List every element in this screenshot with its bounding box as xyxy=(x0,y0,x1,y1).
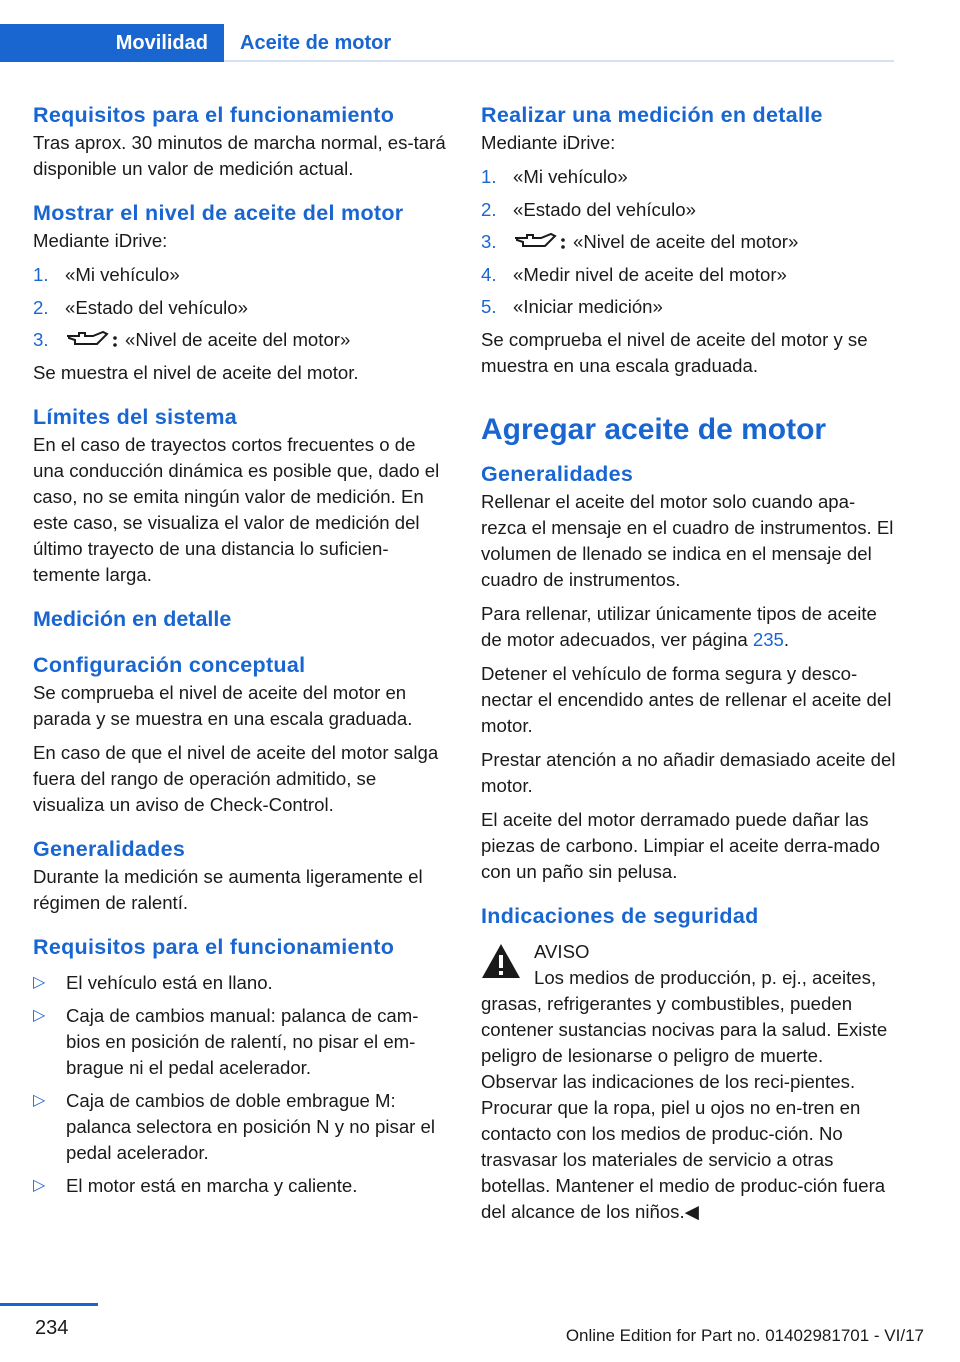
edition-text: Online Edition for Part no. 01402981701 - VI/17 xyxy=(565,1326,924,1345)
heading-generalidades-right: Generalidades xyxy=(481,461,634,486)
warning-text-first: Los medios de producción, p. ej., aceites, xyxy=(534,966,877,988)
heading-seguridad: Indicaciones de seguridad xyxy=(481,903,759,928)
heading-mostrar-nivel: Mostrar el nivel de aceite del motor xyxy=(33,201,404,225)
step-text: «Iniciar medición» xyxy=(513,296,663,317)
warning-title: AVISO xyxy=(534,940,590,962)
bullet-text: Caja de cambios manual: palanca de cam‐bios en posición de ralentí, no pisar el em‐brague ni el pedal acelerador. xyxy=(66,1004,419,1078)
right-column xyxy=(481,100,896,1225)
list-item xyxy=(481,262,896,288)
heading-limites: Límites del sistema xyxy=(33,404,238,429)
oil-can-icon xyxy=(513,230,569,252)
paragraph-limites: En el caso de trayectos cortos frecuentes o de una conducción dinámica es posible que, dado el caso, no se emita ningún valor de medición. En este caso, se visualiza el valor de medición del último trayecto de una distancia lo suficien‐temente larga. xyxy=(33,433,440,585)
list-item xyxy=(33,1088,448,1166)
paragraph-mediante-idrive: Mediante iDrive: xyxy=(33,230,168,251)
warning-block xyxy=(481,939,896,1225)
para-rellenar-end: . xyxy=(783,628,790,650)
heading-medicion-detalle: Medición en detalle xyxy=(33,606,232,631)
page-header xyxy=(0,0,896,62)
triangle-bullet-icon: ▷ xyxy=(33,973,46,991)
list-item xyxy=(481,197,896,223)
steps-list-left xyxy=(33,262,448,353)
oil-can-icon xyxy=(65,328,121,350)
triangle-bullet-icon: ▷ xyxy=(33,1091,46,1109)
heading-generalidades-left: Generalidades xyxy=(33,836,186,861)
tab-movilidad[interactable]: Movilidad xyxy=(0,24,224,62)
warning-triangle-icon xyxy=(481,943,521,979)
requirements-list xyxy=(33,970,448,1199)
list-item xyxy=(33,262,448,288)
footer-rule xyxy=(0,1303,98,1306)
list-item xyxy=(33,1003,448,1081)
bullet-text: Caja de cambios de doble embrague M: palanca selectora en posición N y no pisar el pedal acelerador. xyxy=(66,1089,435,1163)
step-text: «Mi vehículo» xyxy=(65,264,180,285)
step-number: 3. xyxy=(33,329,49,350)
left-column xyxy=(33,100,448,1206)
warning-text: grasas, refrigerantes y combustibles, pueden contener sustancias nocivas para la salud. Existe peligro de lesionarse o peligro de muerte. Observar las indicaciones de los reci‐pientes. Procurar que la ropa, piel u ojos no en‐tren en contacto con los medios de produc‐ción. No trasvasar los materiales de servicio a otras botellas. Mantener el medio de produc‐ción fuera del alcance de los niños.◀ xyxy=(481,992,888,1222)
page-number: 234 xyxy=(35,1317,69,1339)
triangle-bullet-icon: ▷ xyxy=(33,1176,46,1194)
step-number: 3. xyxy=(481,231,497,252)
step-text: «Medir nivel de aceite del motor» xyxy=(513,263,787,285)
steps-list-right xyxy=(481,164,896,320)
list-item xyxy=(481,229,896,255)
step-number: 1. xyxy=(33,264,49,285)
list-item xyxy=(33,327,448,353)
heading-agregar-aceite: Agregar aceite de motor xyxy=(481,412,827,446)
step-text: «Nivel de aceite del motor» xyxy=(125,329,351,350)
page-reference-link[interactable]: 235 xyxy=(752,628,784,650)
paragraph-mediante-idrive-right: Mediante iDrive: xyxy=(481,132,616,153)
bullet-text: El vehículo está en llano. xyxy=(66,971,273,993)
paragraph-generalidades-left: Durante la medición se aumenta ligeramente el régimen de ralentí. xyxy=(33,865,423,913)
step-number: 2. xyxy=(33,296,49,318)
bullet-text: El motor está en marcha y caliente. xyxy=(66,1174,358,1196)
paragraph-detener: Detener el vehículo de forma segura y desco‐nectar el encendido antes de rellenar el aceite del motor. xyxy=(481,662,892,736)
step-number: 4. xyxy=(481,263,497,285)
step-text: «Estado del vehículo» xyxy=(513,198,696,220)
paragraph-se-muestra: Se muestra el nivel de aceite del motor. xyxy=(33,361,359,383)
list-item xyxy=(481,164,896,190)
tab-aceite-de-motor[interactable]: Aceite de motor xyxy=(240,31,392,54)
step-text: «Nivel de aceite del motor» xyxy=(573,231,799,252)
heading-requisitos-2: Requisitos para el funcionamiento xyxy=(33,934,395,959)
heading-realizar-medicion: Realizar una medición en detalle xyxy=(481,103,823,127)
step-number: 1. xyxy=(481,166,497,187)
paragraph-prestar: Prestar atención a no añadir demasiado aceite del motor. xyxy=(481,748,896,796)
step-text: «Estado del vehículo» xyxy=(65,296,248,318)
list-item xyxy=(33,970,448,996)
para-rellenar-text: Para rellenar, utilizar únicamente tipos de aceite de motor adecuados, ver página xyxy=(481,602,877,650)
paragraph-config-2: En caso de que el nivel de aceite del motor salga fuera del rango de operación admitido, se visualiza un aviso de Check-Control. xyxy=(33,741,439,815)
paragraph-config-1: Se comprueba el nivel de aceite del motor en parada y se muestra en una escala graduada. xyxy=(33,681,413,729)
paragraph-para-rellenar xyxy=(481,601,896,653)
paragraph-rellenar: Rellenar el aceite del motor solo cuando apa‐rezca el mensaje en el cuadro de instrumentos. El volumen de llenado se indica en el mensaje del cuadro de instrumentos. xyxy=(481,490,894,590)
paragraph-se-comprueba: Se comprueba el nivel de aceite del motor y se muestra en una escala graduada. xyxy=(481,328,868,376)
step-number: 5. xyxy=(481,296,497,317)
heading-requisitos: Requisitos para el funcionamiento xyxy=(33,103,395,127)
list-item xyxy=(481,294,896,320)
heading-configuracion: Configuración conceptual xyxy=(33,652,306,677)
paragraph-derramado: El aceite del motor derramado puede dañar las piezas de carbono. Limpiar el aceite derra‐mado con un paño sin pelusa. xyxy=(481,808,880,882)
paragraph-requisitos: Tras aprox. 30 minutos de marcha normal, es‐tará disponible un valor de medición actual. xyxy=(33,132,446,179)
list-item xyxy=(33,295,448,321)
step-text: «Mi vehículo» xyxy=(513,166,628,187)
step-number: 2. xyxy=(481,198,497,220)
list-item xyxy=(33,1173,448,1199)
triangle-bullet-icon: ▷ xyxy=(33,1006,46,1024)
